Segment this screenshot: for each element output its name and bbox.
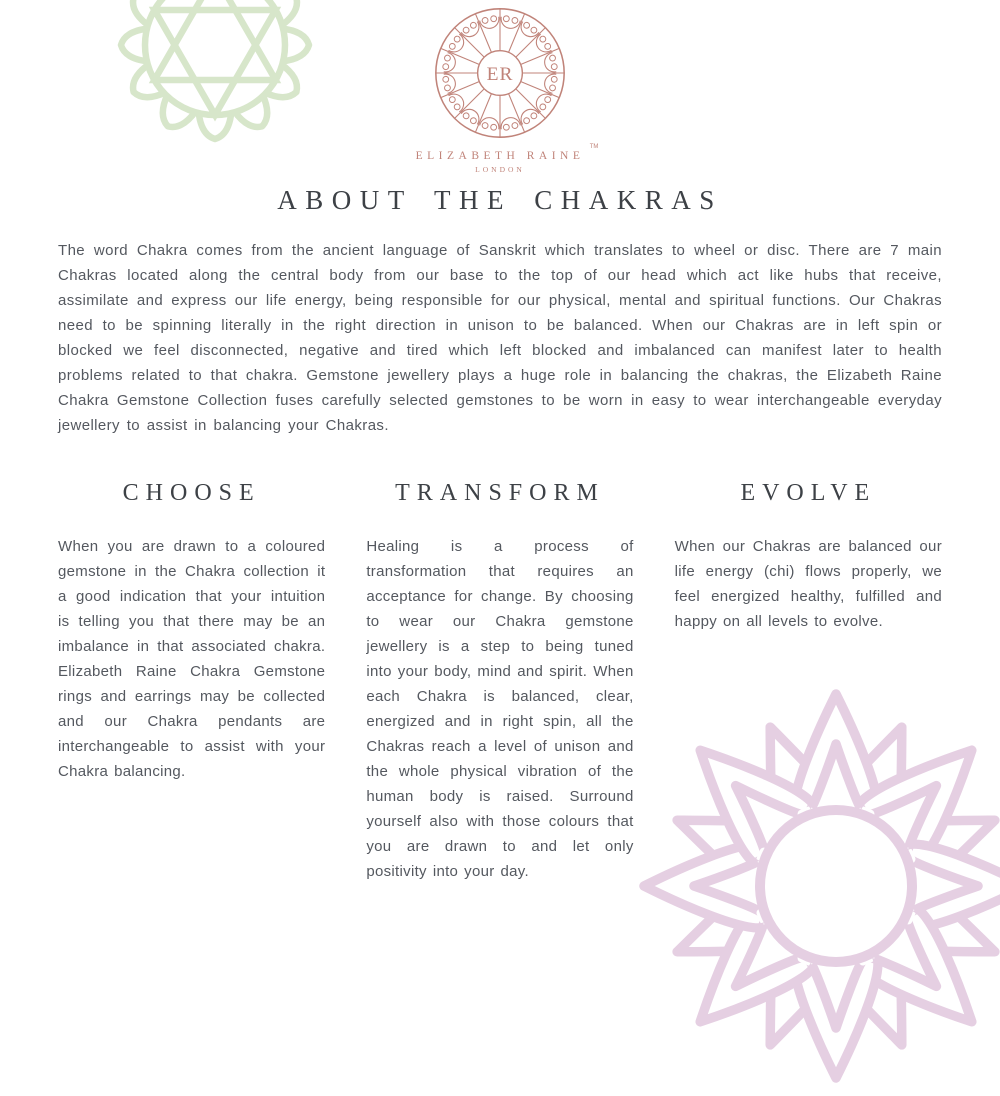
column-body: When our Chakras are balanced our life energy (chi) flows properly, we feel energized healthy, fulfilled and happy on all levels to evolve. xyxy=(674,537,942,630)
column-heading: CHOOSE xyxy=(122,479,261,506)
brand-city: LONDON xyxy=(475,165,525,174)
brand-logo[interactable] xyxy=(58,0,942,174)
column-choose xyxy=(58,480,325,884)
column-transform xyxy=(366,480,633,884)
brand-name xyxy=(415,144,599,163)
feature-columns xyxy=(58,480,942,884)
column-body: Healing is a process of transformation that requires an acceptance for change. By choosing to wear our Chakra gemstone jewellery is a step to being tuned into your body, mind and spirit. When each Chakra is balanced, clear, energized and in right spin, all the Chakras reach a level of unison and the whole physical vibration of the human body is raised. Surround yourself also with those colours that you are drawn to and let only positivity into your day. xyxy=(366,537,634,880)
brand-monogram: ER xyxy=(486,63,514,85)
brand-logo-wheel-icon xyxy=(430,3,570,143)
brand-name-text: ELIZABETH RAINE xyxy=(415,150,585,162)
column-heading: TRANSFORM xyxy=(395,479,605,506)
intro-paragraph: The word Chakra comes from the ancient language of Sanskrit which translates to wheel or disc. There are 7 main Chakras located along the central body from our base to the top of our head which act like hubs that receive, assimilate and express our life energy, being responsible for our physical, mental and spiritual functions. Our Chakras need to be spinning literally in the right direction in unison to be balanced. When our Chakras are in left spin or blocked we feel disconnected, negative and tired which left blocked and imbalanced can manifest later to health problems related to that chakra. Gemstone jewellery plays a huge role in balancing the chakras, the Elizabeth Raine Chakra Gemstone Collection fuses carefully selected gemstones to be worn in easy to wear interchangeable everyday jewellery to assist in balancing your Chakras. xyxy=(58,241,942,434)
trademark-symbol: TM xyxy=(589,144,599,150)
column-evolve xyxy=(675,480,942,884)
column-body: When you are drawn to a coloured gemstone in the Chakra collection it a good indication that your intuition is telling you that there may be an imbalance in that associated chakra. Elizabeth Raine Chakra Gemstone rings and earrings may be collected and our Chakra pendants are interchangeable to assist with your Chakra balancing. xyxy=(58,537,326,780)
page-title: ABOUT THE CHAKRAS xyxy=(277,184,723,215)
column-heading: EVOLVE xyxy=(740,479,877,506)
page-content xyxy=(58,0,942,884)
